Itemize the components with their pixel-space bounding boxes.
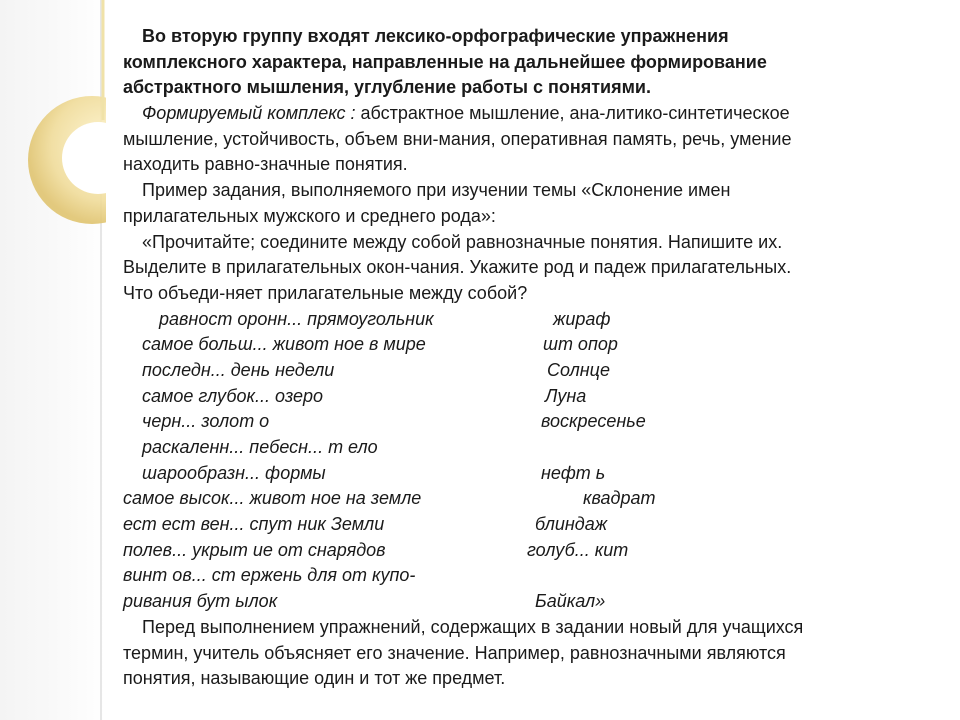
exercise-row: [123, 486, 938, 512]
exercise-left: раскаленн... пебесн... т ело: [142, 437, 378, 457]
exercise-left: ест ест вен... спут ник Земли: [123, 514, 385, 535]
complex-text: абстрактное мышление, ана-литико-синтетическое: [355, 103, 790, 124]
exercise-right: квадрат: [583, 488, 656, 509]
gold-ring-decoration: [0, 0, 130, 720]
para1-line2: комплексного характера, направленные на дальнейшее формирование: [123, 51, 767, 72]
para2-line1: [123, 101, 938, 127]
exercise-row: [123, 409, 938, 435]
exercise-right: блиндаж: [535, 514, 608, 535]
para3-line2: прилагательных мужского и среднего рода»:: [123, 205, 496, 226]
exercise-right: воскресенье: [541, 411, 646, 432]
exercise-row: [123, 307, 938, 333]
exercise-left: полев... укрыт ие от снарядов: [123, 539, 386, 560]
exercise-row: [123, 358, 938, 384]
exercise-row: [123, 332, 938, 358]
para5-line1: Перед выполнением упражнений, содержащих в задании новый для учащихся: [142, 616, 804, 637]
para1-line3: абстрактного мышления, углубление работы с понятиями.: [123, 77, 651, 98]
exercise-right: Луна: [545, 385, 587, 406]
exercise-right: Байкал»: [535, 591, 606, 612]
para4-line1: «Прочитайте; соедините между собой равнозначные понятия. Напишите их.: [142, 231, 783, 252]
para1-line1: Во вторую группу входят лексико-орфографические упражнения: [142, 26, 729, 46]
para3-line1: Пример задания, выполняемого при изучении темы «Склонение имен: [142, 180, 731, 201]
para2-line3: находить равно-значные понятия.: [123, 154, 408, 175]
exercise-right: голуб... кит: [527, 539, 629, 560]
complex-label: Формируемый комплекс :: [142, 103, 356, 124]
exercise-row: [123, 512, 938, 538]
exercise-row: [123, 384, 938, 410]
para5-line2: термин, учитель объясняет его значение. Например, равнозначными являются: [123, 642, 786, 663]
exercise-left: винт ов... ст ержень для от купо-: [123, 565, 416, 586]
exercise-right: Солнце: [547, 359, 610, 380]
exercise-row: [123, 435, 938, 461]
para5-line3: понятия, называющие один и тот же предмет.: [123, 668, 506, 689]
para2-line2: мышление, устойчивость, объем вни-мания, оперативная память, речь, умение: [123, 128, 792, 149]
exercise-left: шарообразн... формы: [142, 462, 326, 483]
exercise-left: последн... день недели: [142, 359, 335, 380]
exercise-right: шт опор: [543, 334, 618, 355]
exercise-left: равност оронн... прямоугольник: [159, 308, 434, 329]
exercise-row: [123, 563, 938, 589]
exercise-left: самое больш... живот ное в мире: [142, 334, 426, 355]
exercise-right: жираф: [553, 308, 611, 329]
exercise-right: нефт ь: [541, 462, 606, 483]
exercise-left: самое глубок... озеро: [142, 385, 324, 406]
exercise-left: ривания бут ылок: [123, 591, 278, 612]
exercise-row: [123, 461, 938, 487]
exercise-left: самое высок... живот ное на земле: [123, 488, 422, 509]
document-body: [123, 24, 938, 692]
exercise-left: черн... золот о: [142, 411, 270, 432]
para4-line2: Выделите в прилагательных окон-чания. Укажите род и падеж прилагательных.: [123, 257, 792, 278]
para4-line3: Что объеди-няет прилагательные между собой?: [123, 282, 528, 303]
exercise-row: [123, 589, 938, 615]
exercise-row: [123, 538, 938, 564]
